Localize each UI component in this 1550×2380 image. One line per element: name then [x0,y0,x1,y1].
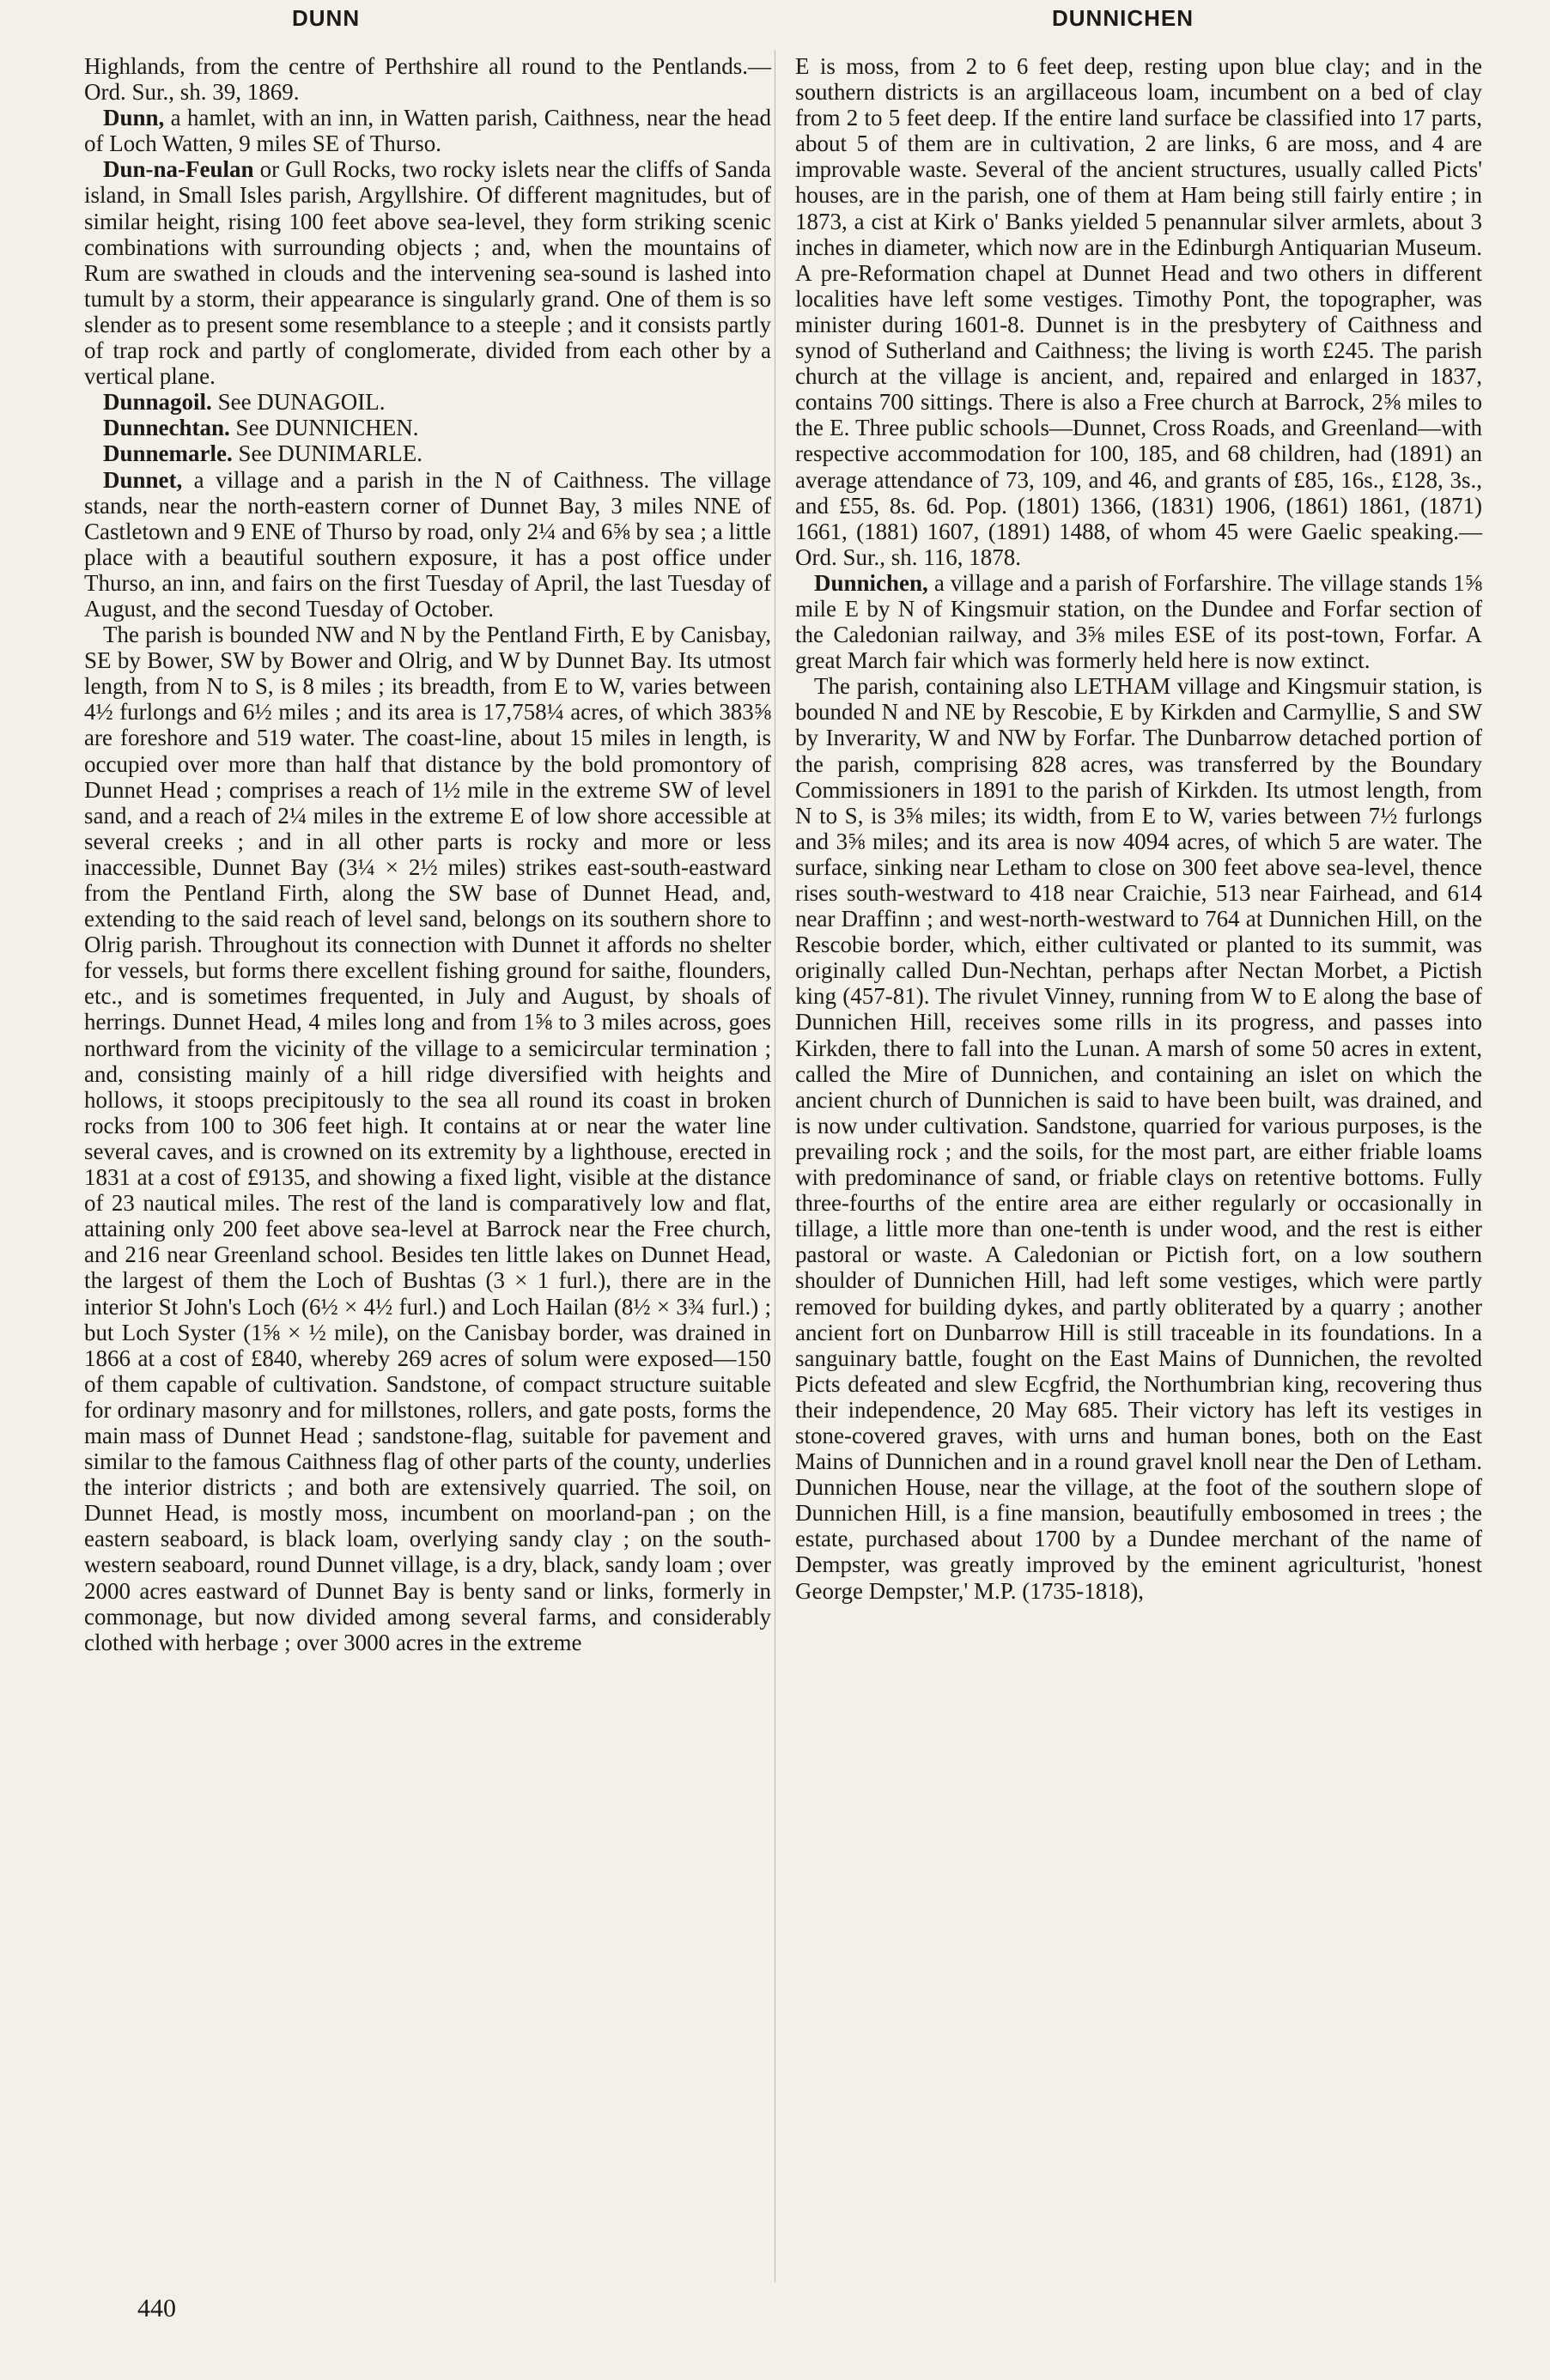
entry-text: a hamlet, with an inn, in Watten parish, Caithness, near the head of Loch Watten, 9 miles SE of Thurso. [84,105,771,157]
left-column [84,53,771,1655]
entry-text: See DUNNICHEN. [229,415,419,441]
entry-headword: Dunn, [103,105,165,131]
right-column [795,53,1482,1604]
entry-headword: Dunnagoil. [103,389,212,416]
continued-paragraph [84,53,771,105]
paragraph [84,622,771,1655]
entry-text: The parish is bounded NW and N by the Pentland Firth, E by Canisbay, SE by Bower, SW by Bower and Olrig, and W by Dunnet Bay. Its utmost length, from N to S, is 8 miles ; its breadth, from E to W, varies between 4½ furlongs and 6½ miles ; and its area is 17,758¼ acres, of which 383⅝ are foreshore and 519 water. The coast-line, about 15 miles in length, is occupied over more than half that distance by the bold promontory of Dunnet Head ; comprises a reach of 1½ mile in the extreme SW of level sand, and a reach of 2¼ miles in the extreme E of low shore accessible at several creeks ; and in all other parts is rocky and more or less inaccessible, Dunnet Bay (3¼ × 2½ miles) strikes east-south-eastward from the Pentland Firth, along the SW base of Dunnet Head, and, extending to the said reach of level sand, belongs on its southern shore to Olrig parish. Throughout its connection with Dunnet it affords no shelter for vessels, but forms there excellent fishing ground for saithe, flounders, etc., and is sometimes frequented, in July and August, by shoals of herrings. Dunnet Head, 4 miles long and from 1⅝ to 3 miles across, goes northward from the vicinity of the village to a semicircular termination ; and, consisting mainly of a hill ridge diversified with heights and hollows, it stoops precipitously to the sea all round its coast in broken rocks from 100 to 306 feet high. It contains at or near the water line several caves, and is crowned on its extremity by a lighthouse, erected in 1831 at a cost of £9135, and showing a fixed light, visible at the distance of 23 nautical miles. The rest of the land is comparatively low and flat, attaining only 200 feet above sea-level at Barrock near the Free church, and 216 near Greenland school. Besides ten little lakes on Dunnet Head, the largest of them the Loch of Bushtas (3 × 1 furl.), there are in the interior St John's Loch (6½ × 4½ furl.) and Loch Hailan (8½ × 3¾ furl.) ; but Loch Syster (1⅝ × ½ mile), on the Canisbay border, was drained in 1866 at a cost of £840, whereby 269 acres of solum were exposed—150 of them capable of cultivation. Sandstone, of compact structure suitable for ordinary masonry and for millstones, rollers, and gate posts, forms the main mass of Dunnet Head ; sandstone-flag, suitable for pavement and similar to the famous Caithness flag of other parts of the county, underlies the interior districts ; and both are extensively quarried. The soil, on Dunnet Head, is mostly moss, incumbent on moorland-pan ; on the eastern seaboard, is black loam, overlying sandy clay ; on the south-western seaboard, round Dunnet village, is a dry, black, sandy loam ; over 2000 acres eastward of Dunnet Bay is benty sand or links, formerly in commonage, but now divided among several farms, and considerably clothed with herbage ; over 3000 acres in the extreme [84,622,771,1655]
entry-text: E is moss, from 2 to 6 feet deep, resting upon blue clay; and in the southern districts is an argillaceous loam, incumbent on a bed of clay from 2 to 5 feet deep. If the entire land surface be classified into 17 parts, about 5 of them are in cultivation, 2 are links, 6 are moss, and 4 are improvable waste. Several of the ancient structures, usually called Picts' houses, are in the parish, one of them at Ham being still fairly entire ; in 1873, a cist at Kirk o' Banks yielded 5 penannular silver armlets, about 3 inches in diameter, which now are in the Edinburgh Antiquarian Museum. A pre-Reformation chapel at Dunnet Head and two others in different localities have left some vestiges. Timothy Pont, the topographer, was minister during 1601-8. Dunnet is in the presbytery of Caithness and synod of Sutherland and Caithness; the living is worth £245. The parish church at the village is ancient, and, repaired and enlarged in 1837, contains 700 sittings. There is also a Free church at Barrock, 2⅝ miles to the E. Three public schools—Dunnet, Cross Roads, and Greenland—with respective accommodation for 100, 185, and 68 children, had (1891) an average attendance of 73, 109, and 46, and grants of £85, 16s., £128, 3s., and £55, 8s. 6d. Pop. (1801) 1366, (1831) 1906, (1861) 1861, (1871) 1661, (1881) 1607, (1891) 1488, of whom 45 were Gaelic speaking.—Ord. Sur., sh. 116, 1878. [795,53,1482,570]
gazetteer-entry [795,570,1482,673]
entry-text: Highlands, from the centre of Perthshire all round to the Pentlands.—Ord. Sur., sh. 39, 1869. [84,53,771,106]
entry-text: See DUNIMARLE. [232,440,422,467]
entry-headword: Dunnechtan. [103,415,230,441]
entry-text: The parish, containing also LETHAM village and Kingsmuir station, is bounded N and NE by Rescobie, E by Kirkden and Carmyllie, S and SW by Inverarity, W and NW by Forfar. The Dunbarrow detached portion of the parish, comprising 828 acres, was transferred by the Boundary Commissioners in 1891 to the parish of Kirkden. Its utmost length, from N to S, is 3⅝ miles; its width, from E to W, varies between 7½ furlongs and 3⅝ miles; and its area is now 4094 acres, of which 5 are water. The surface, sinking near Letham to close on 300 feet above sea-level, thence rises south-westward to 418 near Craichie, 513 near Fairhead, and 614 near Draffinn ; and west-north-westward to 764 at Dunnichen Hill, on the Rescobie border, which, either cultivated or planted to its summit, was originally called Dun-Nechtan, perhaps after Nectan Morbet, a Pictish king (457-81). The rivulet Vinney, running from W to E along the base of Dunnichen Hill, receives some rills in its progress, and passes into Kirkden, there to fall into the Lunan. A marsh of some 50 acres in extent, called the Mire of Dunnichen, and containing an islet on which the ancient church of Dunnichen is said to have been built, was drained, and is now under cultivation. Sandstone, quarried for various purposes, is the prevailing rock ; and the soils, for the most part, are either friable loams with predominance of sand, or friable clays on retentive bottoms. Fully three-fourths of the entire area are either regularly or occasionally in tillage, a little more than one-tenth is under wood, and the rest is either pastoral or waste. A Caledonian or Pictish fort, on a low southern shoulder of Dunnichen Hill, had left some vestiges, which were partly removed for building dykes, and partly obliterated by a quarry ; another ancient fort on Dunbarrow Hill is still traceable in its foundations. In a sanguinary battle, fought on the East Mains of Dunnichen, the revolted Picts defeated and slew Ecgfrid, the Northumbrian king, recovering thus their independence, 20 May 685. Their victory has left its vestiges in stone-covered graves, with urns and human bones, both on the East Mains of Dunnichen and in a round gravel knoll near the Den of Letham. Dunnichen House, near the village, at the foot of the southern slope of Dunnichen Hill, is a fine mansion, beautifully embosomed in trees ; the estate, purchased about 1700 by a Dundee merchant of the name of Dempster, was greatly improved by the eminent agriculturist, 'honest George Dempster,' M.P. (1735-1818), [795,673,1482,1604]
running-head-right: DUNNICHEN [1052,5,1194,31]
gazetteer-entry [84,156,771,389]
entry-headword: Dunnet, [103,466,183,493]
gazetteer-entry [84,105,771,156]
entry-text: or Gull Rocks, two rocky islets near the cliffs of Sanda island, in Small Isles parish, Argyllshire. Of different magnitudes, but of similar height, rising 100 feet above sea-level, they form striking scenic combinations with surrounding objects ; and, when the mountains of Rum are swathed in clouds and the intervening sea-sound is lashed into tumult by a storm, their appearance is singularly grand. One of them is so slender as to present some resemblance to a steeple ; and it consists partly of trap rock and partly of conglomerate, divided from each other by a vertical plane. [84,156,771,390]
page-number: 440 [137,2294,176,2322]
entry-text: See DUNAGOIL. [211,389,386,416]
continued-paragraph [795,53,1482,570]
entry-headword: Dun-na-Feulan [103,156,254,183]
gazetteer-entry [84,467,771,622]
paragraph [795,673,1482,1603]
gazetteer-entry [84,415,771,440]
entry-text: a village and a parish of Forfarshire. The village stands 1⅝ mile E by N of Kingsmuir station, on the Dundee and Forfar section of the Caledonian railway, and 3⅝ miles ESE of its post-town, Forfar. A great March fair which was formerly held here is now extinct. [795,569,1482,674]
running-head-left: DUNN [292,5,361,31]
entry-text: a village and a parish in the N of Caithness. The village stands, near the north-eastern corner of Dunnet Bay, 3 miles NNE of Castletown and 9 ENE of Thurso by road, only 2¼ and 6⅝ by sea ; a little place with a beautiful southern exposure, it has a post office under Thurso, an inn, and fairs on the first Tuesday of April, the last Tuesday of August, and the second Tuesday of October. [84,466,771,622]
gazetteer-entry [84,389,771,415]
gazetteer-entry [84,440,771,466]
entry-headword: Dunnemarle. [103,440,233,467]
entry-headword: Dunnichen, [814,569,928,596]
